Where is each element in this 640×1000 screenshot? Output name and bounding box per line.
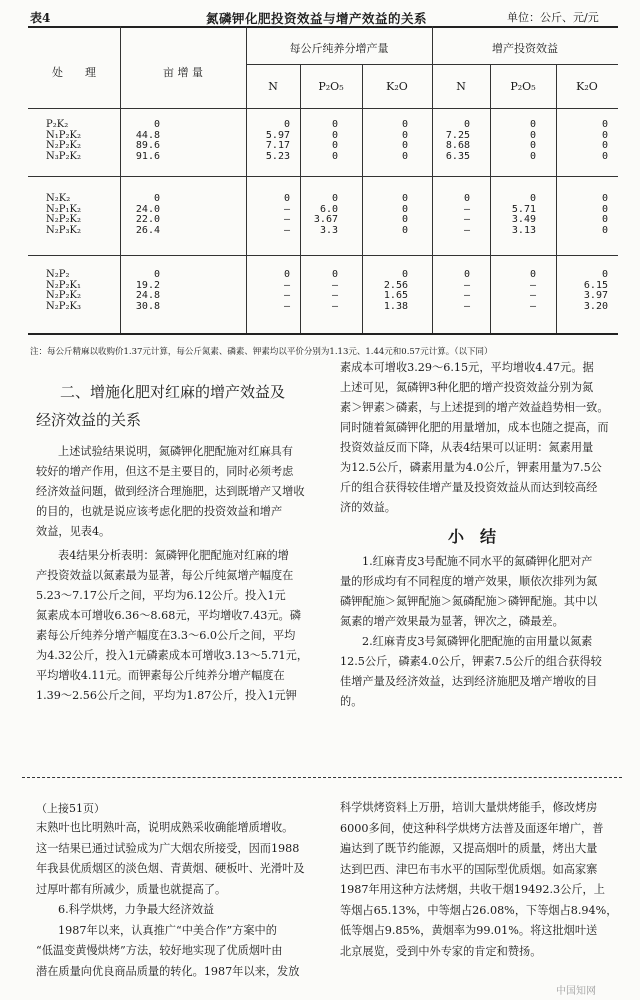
text-line: 氮素成本可增收6.36～8.68元，平均增收7.43元。磷 <box>36 609 301 622</box>
n-per-kg-cell: 0 <box>283 119 290 130</box>
table-group-column <box>248 194 290 236</box>
text-line: 平均增收4.11元。而钾素每公斤纯养分增产幅度在 <box>36 669 285 682</box>
k-investment-cell: 0 <box>601 150 608 162</box>
continuation-label: （上接51页） <box>36 802 105 815</box>
k-per-kg-cell: 1.65 <box>383 290 408 301</box>
n-investment-cell: 7.25 <box>445 129 470 141</box>
table-group-column <box>558 194 608 236</box>
p-per-kg-cell: — <box>331 279 338 291</box>
text-line: 这一结果已通过试验成为广大烟农所接受，因而1988 <box>36 841 300 855</box>
k-per-kg-cell: 0 <box>401 150 408 162</box>
treatment-cell: N₂P₂K₂ <box>46 214 81 225</box>
table-group-column <box>434 120 470 162</box>
p-investment-cell: 0 <box>529 119 536 130</box>
n-investment-cell: 8.68 <box>445 140 470 151</box>
table-group-column <box>302 194 338 236</box>
col-rule <box>556 64 557 333</box>
treatment-cell: N₂P₂K₁ <box>46 279 81 291</box>
text-line: 表4结果分析表明：氮磷钾化肥配施对红麻的增 <box>58 549 289 562</box>
n-per-kg-cell: — <box>283 214 290 225</box>
yield-cell: 24.8 <box>135 290 160 301</box>
table-note: 注：每公斤精麻以收购价1.37元计算，每公斤氮素、磷素、钾素均以平价分别为1.13元、1.44元和0.57元计算。（以下同） <box>30 347 493 357</box>
n-per-kg-cell: — <box>283 203 290 215</box>
p-investment-cell: 0 <box>529 140 536 151</box>
treatment-cell: N₂K₂ <box>46 193 71 204</box>
yield-cell: 0 <box>153 269 160 280</box>
table-group-column <box>46 270 116 312</box>
p-per-kg-cell: 3.3 <box>319 224 338 236</box>
yield-cell: 0 <box>153 193 160 204</box>
text-line: 潜在质量向优良商品质量的转化。1987年以来，发放 <box>36 964 300 978</box>
n-per-kg-cell: 7.17 <box>265 140 290 151</box>
text-line: 上述可见，氮磷钾3种化肥的增产投资效益分别为氮 <box>340 381 594 394</box>
text-line: 上述试验结果说明，氮磷钾化肥配施对红麻具有 <box>58 445 293 458</box>
k-investment-cell: 0 <box>601 224 608 236</box>
text-line: 为12.5公斤，磷素用量为4.0公斤，钾素用量为7.5公 <box>340 461 602 474</box>
text-line: 同时随着氮磷钾化肥的用量增加，成本也随之提高，而 <box>340 421 609 434</box>
p-investment-cell: — <box>529 279 536 291</box>
watermark: 中国知网 <box>556 986 596 997</box>
p-per-kg-cell: 0 <box>331 150 338 162</box>
n-per-kg-cell: 5.97 <box>265 129 290 141</box>
table-group-column <box>46 120 116 162</box>
k-per-kg-cell: 1.38 <box>383 300 408 312</box>
p-investment-cell: 0 <box>529 150 536 162</box>
table-group-column <box>46 194 116 236</box>
continuation-right <box>340 798 618 962</box>
n-investment-cell: 0 <box>463 119 470 130</box>
k-per-kg-cell: 2.56 <box>383 279 408 291</box>
n-investment-cell: — <box>463 203 470 215</box>
n-investment-cell: 6.35 <box>445 150 470 162</box>
p-investment-cell: 3.13 <box>511 224 536 236</box>
n-investment-cell: — <box>463 224 470 236</box>
text-line: 斤的组合获得较佳增产量及投资效益从而达到较高经 <box>340 481 598 494</box>
treatment-cell: N₂P₂K₂ <box>46 290 81 301</box>
table-unit: 单位：公斤、元/元 <box>507 11 599 24</box>
table-number: 表4 <box>30 11 51 25</box>
col-rule <box>362 64 363 333</box>
text-line: 素＞钾素＞磷素，与上述提到的增产效益趋势相一致。 <box>340 401 609 414</box>
treatment-cell: N₃P₂K₂ <box>46 150 81 162</box>
yield-cell: 91.6 <box>135 150 160 162</box>
n-investment-cell: 0 <box>463 193 470 204</box>
header-yield-increase: 亩 增 量 <box>163 66 203 79</box>
text-line: 科学烘烤资料上万册，培训大量烘烤能手，修改烤房 <box>340 801 598 814</box>
k-investment-cell: 0 <box>601 140 608 151</box>
n-per-kg-cell: — <box>283 224 290 236</box>
n-investment-cell: 0 <box>463 269 470 280</box>
header-group-per-kg: 每公斤纯养分增产量 <box>289 42 389 55</box>
text-line: 的。 <box>340 695 363 708</box>
yield-cell: 24.0 <box>135 203 160 215</box>
p-per-kg-cell: 0 <box>331 140 338 151</box>
text-line: 经济效益问题，做到经济合理施肥，达到既增产又增收 <box>36 485 305 498</box>
header-p2o5-2: P₂O₅ <box>510 80 536 93</box>
n-per-kg-cell: — <box>283 290 290 301</box>
p-investment-cell: 0 <box>529 269 536 280</box>
treatment-cell: N₂P₂K₂ <box>46 140 81 151</box>
table-group-column <box>364 194 408 236</box>
header-n: N <box>268 80 278 93</box>
text-line: 12.5公斤，磷素4.0公斤，钾素7.5公斤的组合获得较 <box>340 655 602 668</box>
n-per-kg-cell: — <box>283 279 290 291</box>
k-investment-cell: 0 <box>601 193 608 204</box>
text-line: 量的形成均有不同程度的增产效果，顺依次排列为氮 <box>340 575 598 588</box>
p-per-kg-cell: — <box>331 290 338 301</box>
table-group-column <box>492 194 536 236</box>
text-line: 等烟占65.13%，中等烟占26.08%，下等烟占8.94%， <box>340 903 618 917</box>
text-line: “低温变黄慢烘烤”方法，较好地实现了优质烟叶由 <box>36 944 283 957</box>
text-line: 效益，见表4。 <box>36 525 111 538</box>
k-investment-cell: 0 <box>601 214 608 225</box>
k-per-kg-cell: 0 <box>401 119 408 130</box>
header-k2o-2: K₂O <box>576 80 598 93</box>
p-per-kg-cell: 0 <box>331 269 338 280</box>
p-investment-cell: — <box>529 300 536 312</box>
text-line: 较好的增产作用，但这不是主要目的，同时必须考虑 <box>36 465 294 478</box>
text-line: 的目的，也就是说应该考虑化肥的投资效益和增产 <box>36 505 283 518</box>
k-investment-cell: 0 <box>601 203 608 215</box>
text-line: 氮素的增产效果最为显著，钾次之，磷最差。 <box>340 615 564 628</box>
table-group-column <box>302 120 338 162</box>
table-group-column <box>302 270 338 312</box>
treatment-cell: N₁P₂K₂ <box>46 129 81 141</box>
header-group-investment: 增产投资效益 <box>492 42 558 55</box>
n-investment-cell: — <box>463 300 470 312</box>
k-investment-cell: 3.20 <box>583 300 608 312</box>
n-per-kg-cell: 5.23 <box>265 150 290 162</box>
k-per-kg-cell: 0 <box>401 129 408 141</box>
section-heading-line2: 经济效益的关系 <box>36 411 142 429</box>
header-treatment: 处 理 <box>52 66 96 79</box>
header-p2o5: P₂O₅ <box>318 80 344 93</box>
treatment-cell: N₂P₁K₂ <box>46 203 81 215</box>
n-investment-cell: — <box>463 214 470 225</box>
k-per-kg-cell: 0 <box>401 140 408 151</box>
table-group-column <box>364 270 408 312</box>
p-investment-cell: 0 <box>529 193 536 204</box>
text-line: 素成本可增收3.29～6.15元，平均增收4.47元。据 <box>340 361 594 374</box>
group-rule-2 <box>28 255 618 256</box>
n-per-kg-cell: 0 <box>283 193 290 204</box>
section-heading-line1: 二、增施化肥对红麻的增产效益及 <box>60 383 286 401</box>
table-group-column <box>492 270 536 312</box>
table-group-column <box>492 120 536 162</box>
col-rule <box>300 64 301 333</box>
col-rule <box>432 26 433 333</box>
p-per-kg-cell: 6.0 <box>319 203 338 215</box>
text-line: 6000多间，使这种科学烘烤方法普及面逐年增广，普 <box>340 821 604 835</box>
table-group-column <box>558 120 608 162</box>
text-line: 2.红麻青皮3号氮磷钾化肥配施的亩用量以氮素 <box>362 635 593 648</box>
n-investment-cell: — <box>463 290 470 301</box>
col-rule <box>490 64 491 333</box>
table-group-column <box>248 120 290 162</box>
summary-item-2 <box>340 632 612 712</box>
left-paragraph-1 <box>36 442 306 542</box>
text-line: 济的效益。 <box>340 501 396 514</box>
continuation-left <box>36 818 306 982</box>
k-per-kg-cell: 0 <box>401 269 408 280</box>
yield-cell: 44.8 <box>135 129 160 141</box>
summary-item-1 <box>340 552 612 632</box>
p-investment-cell: 0 <box>529 129 536 141</box>
p-per-kg-cell: 0 <box>331 119 338 130</box>
p-per-kg-cell: 0 <box>331 129 338 141</box>
text-line: 为4.32公斤，投入1元磷素成本可增收3.13～5.71元， <box>36 649 309 662</box>
table-group-column <box>558 270 608 312</box>
yield-cell: 26.4 <box>135 224 160 236</box>
article-divider <box>22 777 622 778</box>
summary-title: 小结 <box>448 527 513 546</box>
yield-cell: 22.0 <box>135 214 160 225</box>
text-line: 过厚叶都有所减少，质量也就提高了。 <box>36 882 227 896</box>
text-line: 5.23～7.17公斤之间，平均为6.12公斤。投入1元 <box>36 589 286 602</box>
text-line: 达到巴西、津巴布韦水平的国际型优质烟。如高家寨 <box>340 862 598 876</box>
text-line: 遍达到了既节约能源，又提高烟叶的质量，烤出大量 <box>340 842 598 855</box>
left-paragraph-2 <box>36 546 309 706</box>
k-per-kg-cell: 0 <box>401 224 408 236</box>
p-per-kg-cell: — <box>331 300 338 312</box>
text-line: 6.科学烘烤，力争最大经济效益 <box>58 903 215 916</box>
text-line: 末熟叶也比明熟叶高，说明成熟采收确能增质增收。 <box>36 821 294 834</box>
k-investment-cell: 0 <box>601 119 608 130</box>
yield-cell: 30.8 <box>135 300 160 312</box>
text-line: 磷钾配施＞氮钾配施＞氮磷配施＞磷钾配施。其中以 <box>340 595 598 608</box>
n-investment-cell: — <box>463 279 470 291</box>
table-group-column <box>434 270 470 312</box>
table-bottom-rule <box>28 333 618 335</box>
yield-cell: 19.2 <box>135 279 160 291</box>
text-line: 低等烟占9.85%，黄烟率为99.01%。将这批烟叶送 <box>340 924 598 937</box>
group-rule-1 <box>28 176 618 177</box>
yield-cell: 0 <box>153 119 160 130</box>
text-line: 北京展览，受到中外专家的肯定和赞扬。 <box>340 944 542 958</box>
table-top-rule <box>28 26 618 28</box>
header-bottom-rule <box>28 108 618 109</box>
text-line: 1.39～2.56公斤之间，平均为1.87公斤，投入1元钾 <box>36 689 297 702</box>
p-investment-cell: — <box>529 290 536 301</box>
table-title: 氮磷钾化肥投资效益与增产效益的关系 <box>206 11 428 26</box>
table-group-column <box>434 194 470 236</box>
header-k2o: K₂O <box>386 80 408 93</box>
k-per-kg-cell: 0 <box>401 193 408 204</box>
text-line: 佳增产量及经济效益，达到经济施肥及增产增收的目 <box>340 675 598 688</box>
k-per-kg-cell: 0 <box>401 214 408 225</box>
table-group-column <box>126 270 160 312</box>
treatment-cell: N₂P₃K₂ <box>46 224 81 236</box>
k-investment-cell: 0 <box>601 269 608 280</box>
n-per-kg-cell: 0 <box>283 269 290 280</box>
treatment-cell: N₂P₂K₃ <box>46 300 81 312</box>
right-paragraph-1 <box>340 358 612 518</box>
table-group-column <box>126 194 160 236</box>
text-line: 1.红麻青皮3号配施不同水平的氮磷钾化肥对产 <box>362 555 593 568</box>
k-investment-cell: 6.15 <box>583 279 608 291</box>
col-rule <box>246 26 247 333</box>
p-per-kg-cell: 0 <box>331 193 338 204</box>
text-line: 素每公斤纯养分增产幅度在3.3～6.0公斤之间，平均 <box>36 629 296 642</box>
n-per-kg-cell: — <box>283 300 290 312</box>
table-group-column <box>126 120 160 162</box>
text-line: 投资效益反而下降，从表4结果可以证明：氮素用量 <box>340 441 594 454</box>
text-line: 产投资效益以氮素最为显著，每公斤纯氮增产幅度在 <box>36 569 294 582</box>
table-group-column <box>248 270 290 312</box>
header-n-2: N <box>456 80 466 93</box>
treatment-cell: N₂P₂ <box>46 269 70 280</box>
text-line: 年我县优质烟区的淡色烟、青黄烟、硬板叶、光滑叶及 <box>36 862 305 875</box>
p-per-kg-cell: 3.67 <box>313 214 338 225</box>
k-investment-cell: 0 <box>601 129 608 141</box>
p-investment-cell: 3.49 <box>511 214 536 225</box>
k-per-kg-cell: 0 <box>401 203 408 215</box>
p-investment-cell: 5.71 <box>511 203 536 215</box>
text-line: 1987年以来，认真推广“中美合作”方案中的 <box>58 923 277 937</box>
yield-cell: 89.6 <box>135 140 160 151</box>
treatment-cell: P₂K₂ <box>46 119 69 130</box>
table-group-column <box>364 120 408 162</box>
k-investment-cell: 3.97 <box>583 290 608 301</box>
text-line: 1987年用这种方法烤烟，共收干烟19492.3公斤，上 <box>340 883 605 896</box>
